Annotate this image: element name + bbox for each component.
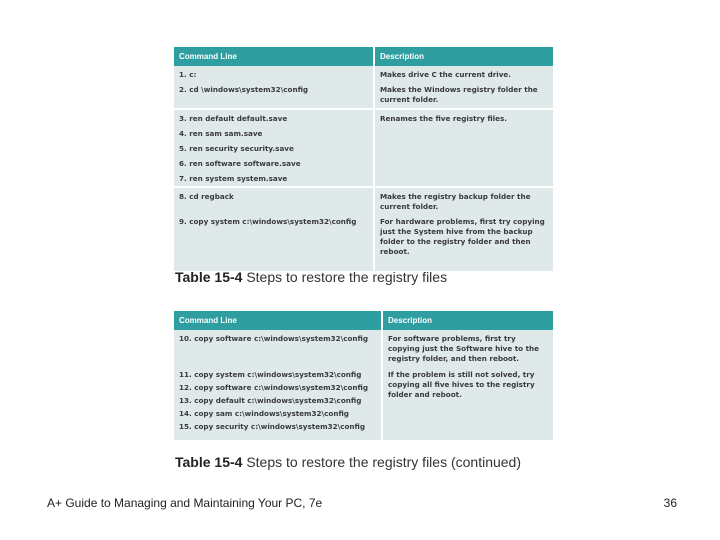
table-header-row [174, 311, 553, 330]
description-cell: For software problems, first try copying just the Software hive to the registry folder, and then reboot. [388, 334, 540, 363]
command-cell: 14. copy sam c:\windows\system32\config [179, 409, 349, 418]
column-header-command-line: Command Line [174, 311, 382, 330]
table-row [174, 330, 553, 440]
caption-text: Steps to restore the registry files (continued) [246, 454, 522, 470]
caption-label: Table 15-4 [175, 454, 243, 470]
description-cell: Makes the registry backup folder the current folder. [380, 192, 531, 211]
column-header-description: Description [374, 47, 553, 66]
command-cell: 13. copy default c:\windows\system32\config [179, 396, 362, 405]
command-cell: 3. ren default default.save [179, 114, 288, 123]
description-cell: Renames the five registry files. [380, 114, 507, 123]
table-header-row [174, 47, 553, 66]
column-header-command-line: Command Line [174, 47, 374, 66]
table-caption [175, 269, 447, 285]
command-cell: 15. copy security c:\windows\system32\config [179, 422, 365, 431]
registry-restore-table-continued [174, 311, 553, 440]
table-row [174, 66, 553, 109]
command-cell: 11. copy system c:\windows\system32\config [179, 370, 362, 379]
caption-text: Steps to restore the registry files [246, 269, 448, 285]
command-cell: 12. copy software c:\windows\system32\config [179, 383, 369, 392]
command-cell: 8. cd regback [179, 192, 234, 201]
column-header-description: Description [382, 311, 553, 330]
description-cell: Makes the Windows registry folder the current folder. [380, 85, 538, 104]
command-cell: 4. ren sam sam.save [179, 129, 263, 138]
description-cell: Makes drive C the current drive. [380, 70, 512, 79]
page-number: 36 [663, 496, 677, 510]
description-cell: If the problem is still not solved, try copying all five hives to the registry folder and reboot. [388, 370, 535, 399]
command-cell: 1. c: [179, 70, 197, 79]
registry-restore-table [174, 47, 553, 271]
command-cell: 5. ren security security.save [179, 144, 294, 153]
table-caption-continued [175, 454, 521, 470]
description-cell: For hardware problems, first try copying just the System hive from the backup folder to the registry folder and then reboot. [380, 217, 545, 256]
command-cell: 9. copy system c:\windows\system32\config [179, 217, 357, 226]
caption-label: Table 15-4 [175, 269, 243, 285]
command-cell: 6. ren software software.save [179, 159, 301, 168]
table-row [174, 109, 553, 187]
table-row [174, 187, 553, 271]
command-cell: 7. ren system system.save [179, 174, 288, 183]
command-cell: 10. copy software c:\windows\system32\config [179, 334, 369, 343]
command-cell: 2. cd \windows\system32\config [179, 85, 309, 94]
book-title: A+ Guide to Managing and Maintaining Your PC, 7e [47, 496, 323, 510]
